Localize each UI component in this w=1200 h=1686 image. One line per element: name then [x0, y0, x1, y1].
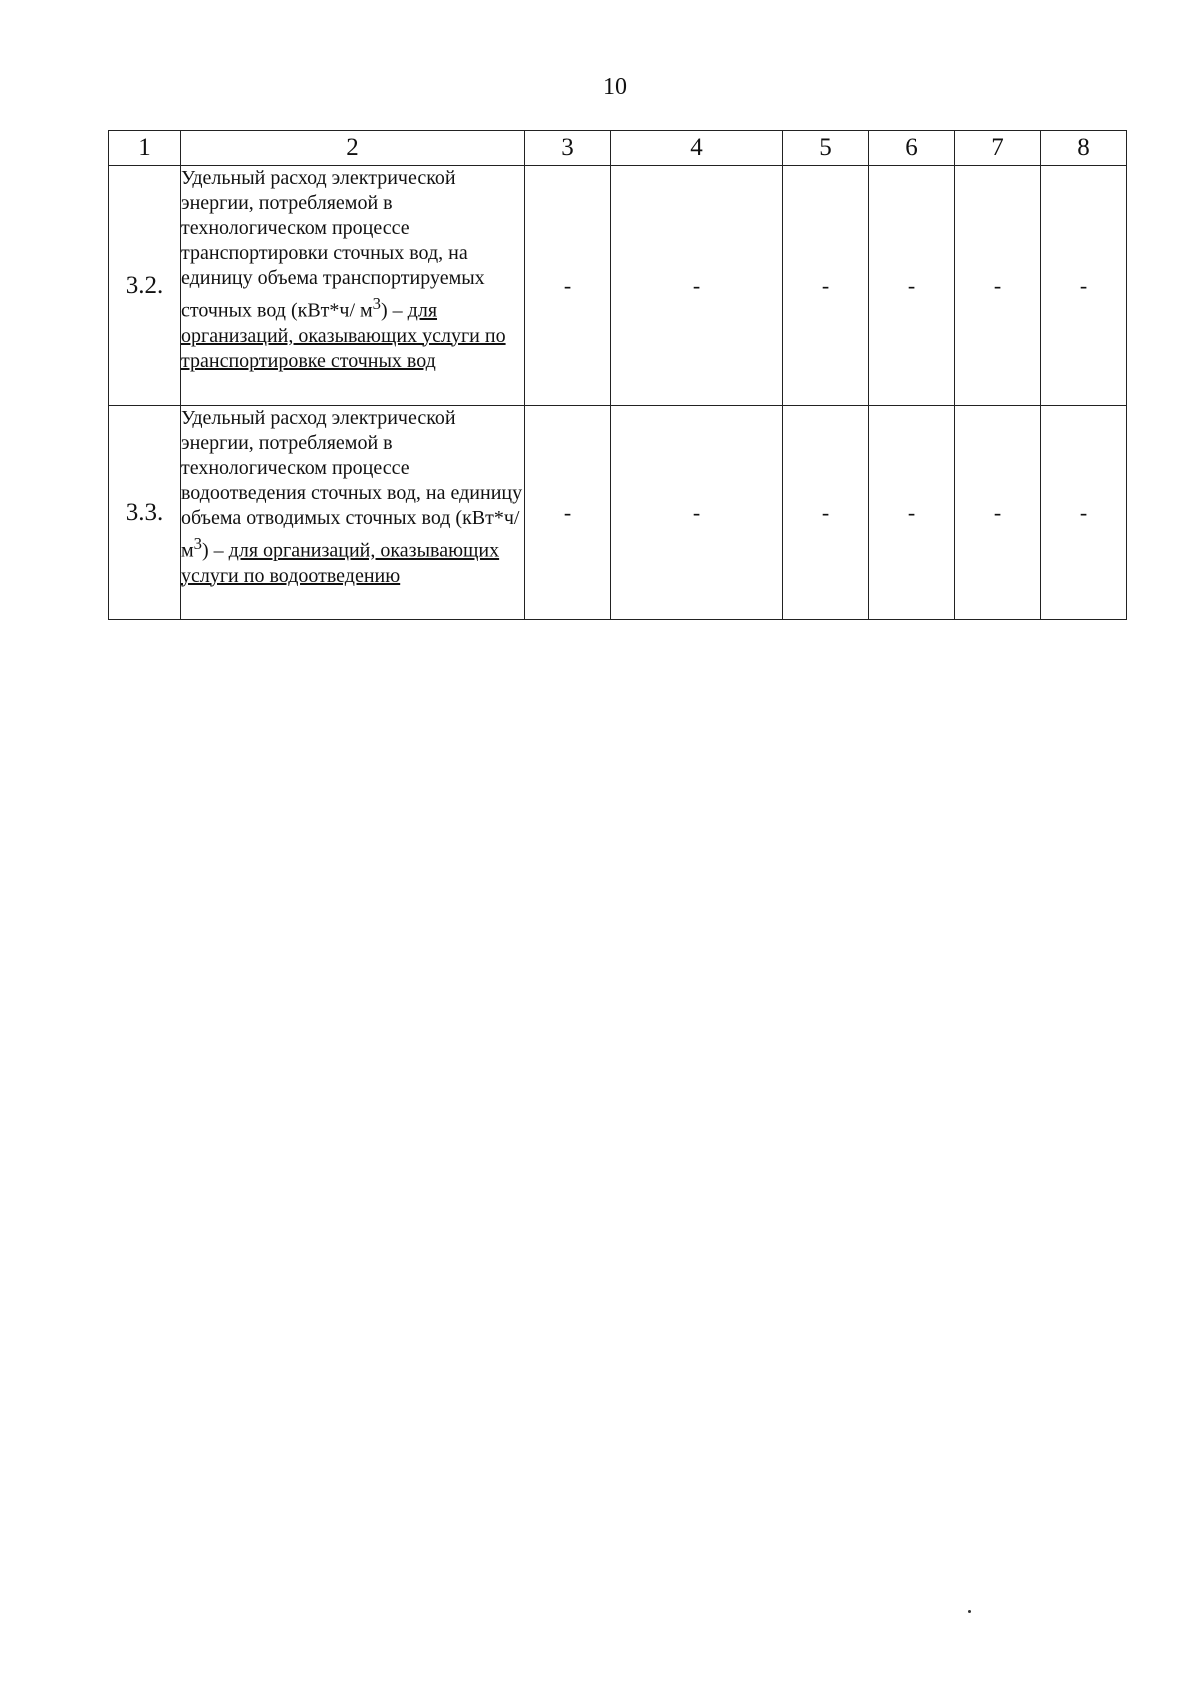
value-cell: - [955, 166, 1041, 406]
superscript: 3 [372, 294, 381, 313]
value-cell: - [525, 406, 611, 620]
value-cell: - [1041, 406, 1127, 620]
table-row [109, 406, 1127, 620]
column-header-6: 6 [869, 131, 955, 166]
description-dash: ) – [201, 539, 229, 562]
column-header-4: 4 [611, 131, 783, 166]
page-number: 10 [603, 74, 627, 100]
column-header-3: 3 [525, 131, 611, 166]
value-cell: - [783, 406, 869, 620]
description-dash: ) – [381, 299, 408, 322]
value-cell: - [869, 166, 955, 406]
row-description [181, 406, 525, 620]
column-header-1: 1 [109, 131, 181, 166]
row-number: 3.3. [109, 406, 181, 620]
value-cell: - [783, 166, 869, 406]
superscript: 3 [193, 534, 202, 553]
description-underlined: для организаций, оказывающих услуги по транспортировке сточных вод [181, 299, 506, 372]
value-cell: - [611, 166, 783, 406]
value-cell: - [525, 166, 611, 406]
description-underlined: для организаций, оказывающих услуги по водоотведению [181, 539, 500, 587]
column-header-2: 2 [181, 131, 525, 166]
indicator-table [108, 130, 1127, 620]
value-cell: - [1041, 166, 1127, 406]
value-cell: - [955, 406, 1041, 620]
column-header-5: 5 [783, 131, 869, 166]
value-cell: - [611, 406, 783, 620]
table-row [109, 166, 1127, 406]
description-text: Удельный расход электрической энергии, потребляемой в технологическом процессе водоотведения сточных вод, на единицу объема отводимых сточных вод (кВт*ч/ м [181, 407, 523, 562]
row-number: 3.2. [109, 166, 181, 406]
value-cell: - [869, 406, 955, 620]
table-header-row [109, 131, 1127, 166]
row-description [181, 166, 525, 406]
scan-speck [968, 1610, 971, 1613]
column-header-7: 7 [955, 131, 1041, 166]
column-header-8: 8 [1041, 131, 1127, 166]
description-text: Удельный расход электрической энергии, потребляемой в технологическом процессе транспортировки сточных вод, на единицу объема транспортируемых сточных вод (кВт*ч/ м [181, 167, 485, 322]
